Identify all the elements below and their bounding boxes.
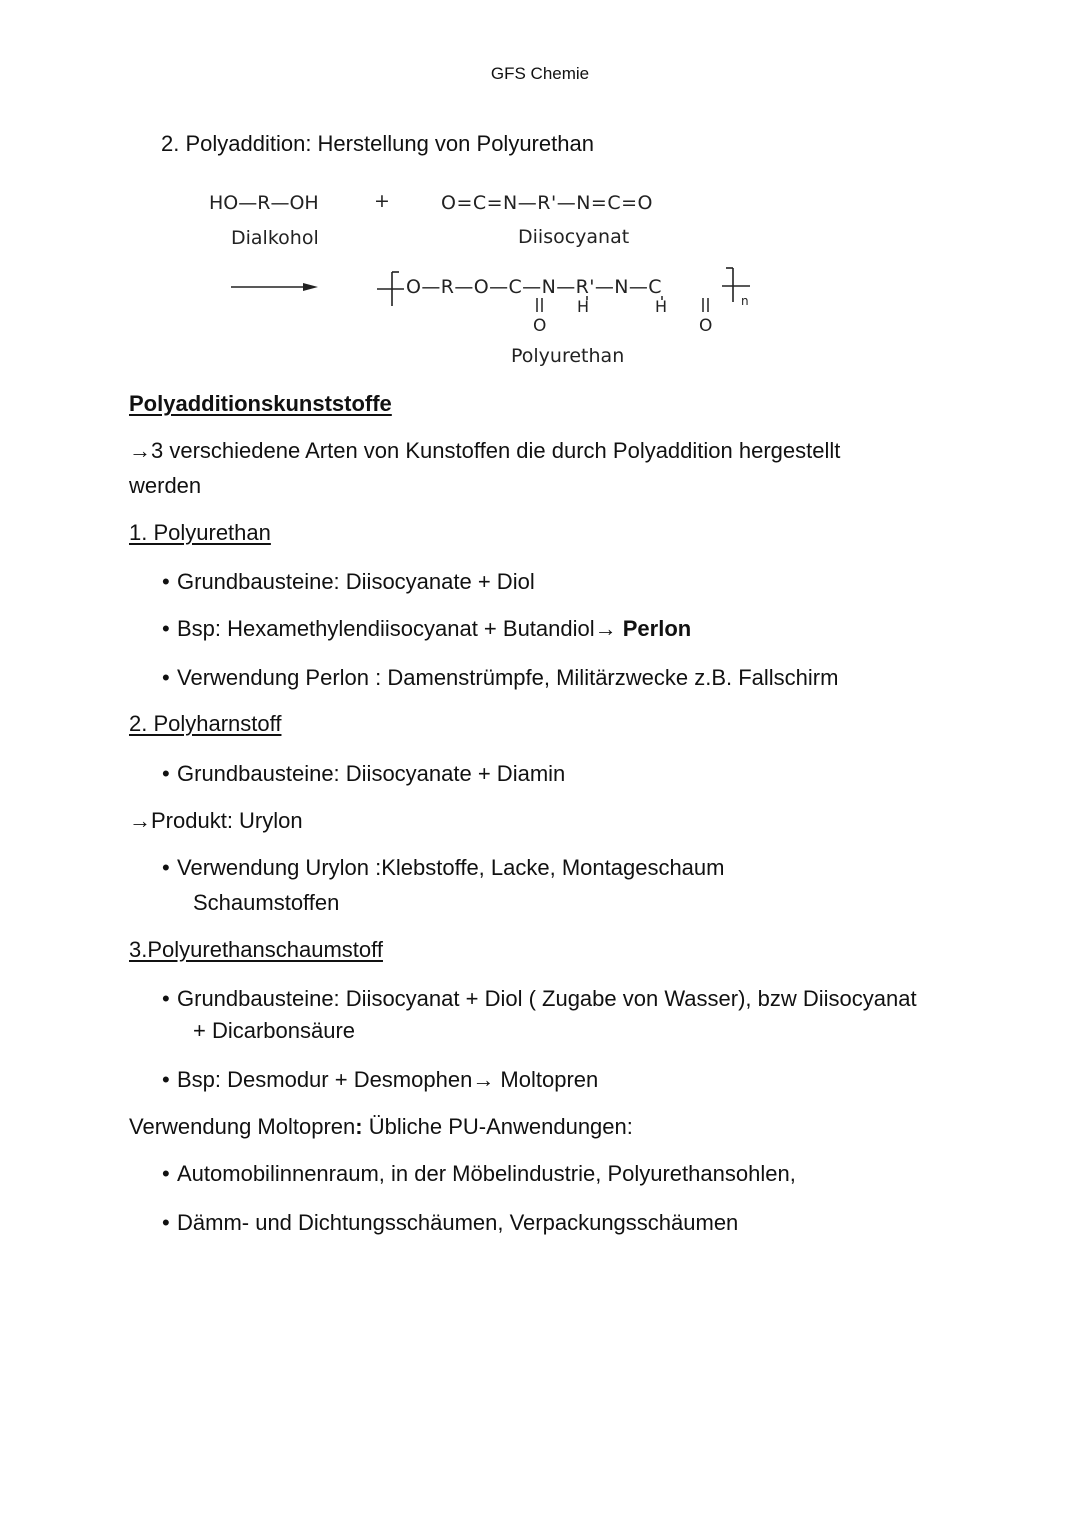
double-bond-2: [703, 298, 708, 312]
reactant2-name: Diisocyanat: [518, 226, 630, 248]
list-item: • Automobilinnenraum, in der Möbelindustrie, Polyurethansohlen,: [177, 1160, 796, 1188]
h-atom-1: H: [577, 297, 590, 316]
schaumstoff-title: 3.Polyurethanschaumstoff: [129, 937, 383, 962]
reaction-arrow-head: [303, 283, 318, 291]
h-atom-2: H: [655, 297, 668, 316]
polyharnstoff-title: 2. Polyharnstoff: [129, 711, 282, 736]
double-bond-1: [537, 298, 542, 312]
reaction-diagram: [0, 0, 1080, 400]
reactant1-name: Dialkohol: [231, 227, 319, 249]
page-header-title: GFS Chemie: [490, 64, 590, 83]
product-name: Polyurethan: [511, 345, 625, 367]
usage-line: Verwendung Moltopren: Übliche PU-Anwendungen:: [129, 1114, 633, 1139]
polyurethan-title: 1. Polyurethan: [129, 520, 271, 545]
list-item: • Dämm- und Dichtungsschäumen, Verpackungsschäumen: [177, 1209, 738, 1237]
intro-line-2: werden: [129, 473, 202, 498]
list-item: • Verwendung Perlon : Damenstrümpfe, Militärzwecke z.B. Fallschirm: [177, 664, 838, 692]
reactant1-formula: HO—R—OH: [209, 192, 319, 214]
list-item: • Grundbausteine: Diisocyanate + Diamin: [177, 760, 565, 788]
left-bracket: [377, 272, 404, 306]
reactant2-formula: O=C=N—R'—N=C=O: [441, 192, 653, 214]
intro-line-1: →3 verschiedene Arten von Kunstoffen die durch Polyaddition hergestellt: [129, 438, 841, 463]
section-heading: 2. Polyaddition: Herstellung von Polyurethan: [161, 131, 594, 156]
content-heading: Polyadditionskunststoffe: [129, 391, 392, 416]
list-item: • Grundbausteine: Diisocyanat + Diol ( Zugabe von Wasser), bzw Diisocyanat: [177, 985, 917, 1013]
product-line: →Produkt: Urylon: [129, 808, 303, 833]
subscript-n: n: [741, 294, 749, 308]
list-item: • Bsp: Hexamethylendiisocyanat + Butandiol→ Perlon: [177, 615, 691, 643]
list-item: • Grundbausteine: Diisocyanate + Diol: [177, 568, 535, 596]
list-item: • Verwendung Urylon :Klebstoffe, Lacke, Montageschaum: [177, 854, 724, 882]
list-item: • Bsp: Desmodur + Desmophen→ Moltopren: [177, 1066, 598, 1094]
plus-sign: +: [374, 190, 390, 212]
o-atom-2: O: [699, 316, 713, 336]
o-atom-1: O: [533, 316, 547, 336]
list-item-continuation: Schaumstoffen: [193, 890, 340, 915]
list-item-continuation: + Dicarbonsäure: [193, 1018, 356, 1043]
product-chain: O—R—O—C—N—R'—N—C: [406, 276, 662, 298]
